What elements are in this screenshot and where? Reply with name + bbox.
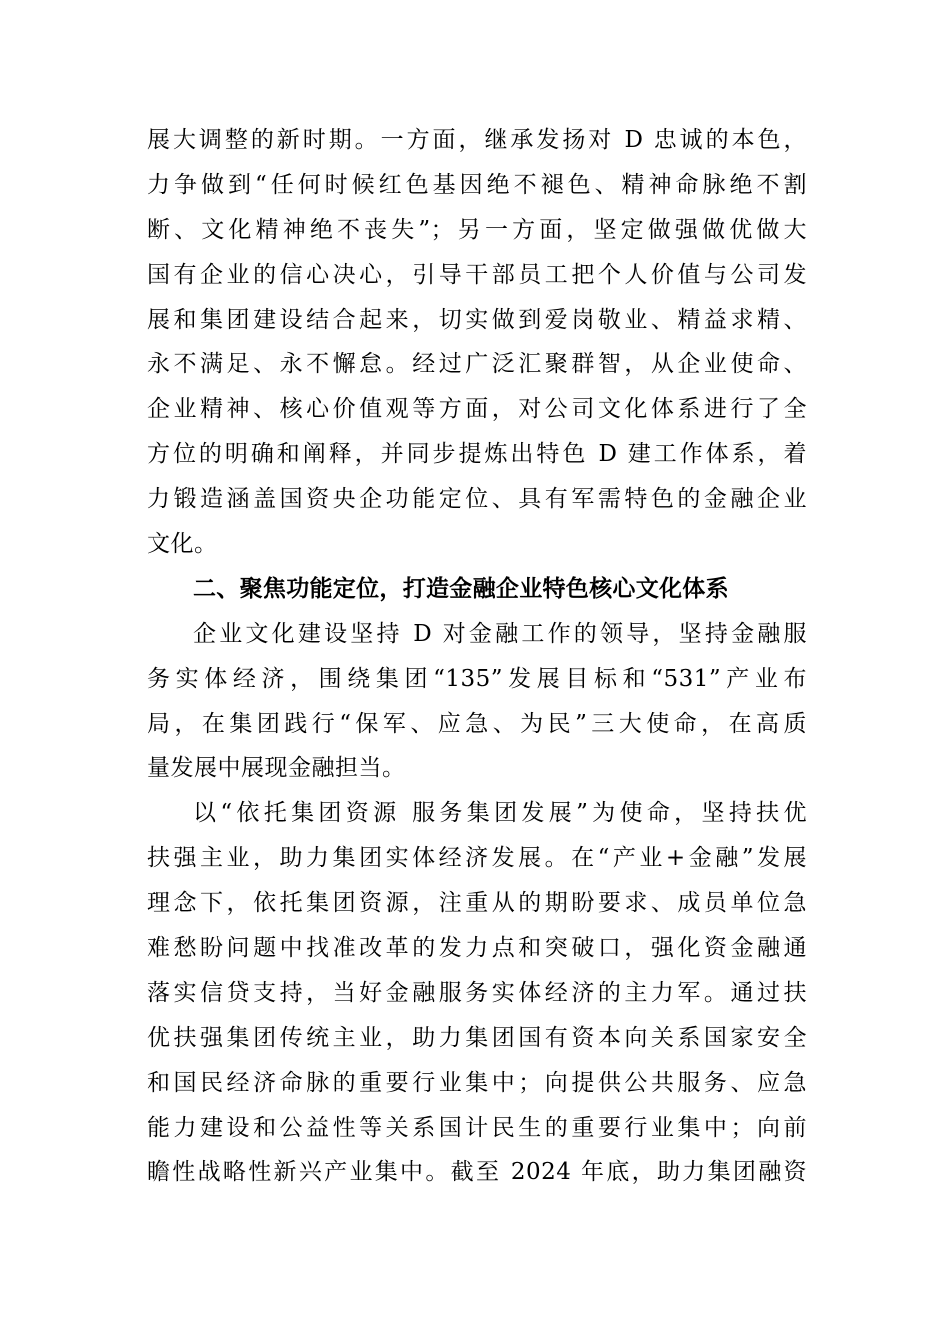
text-line: 以“依托集团资源 服务集团发展”为使命，坚持扶优 [193, 800, 807, 827]
text-line: 量发展中展现金融担当。 [147, 755, 406, 782]
text-line: 扶强主业，助力集团实体经济发展。在“产业+金融”发展 [147, 845, 807, 872]
text-line: 务实体经济，围绕集团“135”发展目标和“531”产业布 [147, 665, 807, 692]
text-line: 力争做到“任何时候红色基因绝不褪色、精神命脉绝不割 [147, 171, 807, 198]
text-line: 能力建设和公益性等关系国计民生的重要行业集中；向前 [147, 1114, 807, 1141]
text-line: 展大调整的新时期。一方面，继承发扬对 D 忠诚的本色， [147, 127, 807, 153]
text-line: 和国民经济命脉的重要行业集中；向提供公共服务、应急 [147, 1069, 807, 1096]
text-line: 局，在集团践行“保军、应急、为民”三大使命，在高质 [147, 710, 807, 737]
text-line: 文化。 [147, 531, 218, 558]
text-line: 国有企业的信心决心，引导干部员工把个人价值与公司发 [147, 261, 807, 288]
text-line: 展和集团建设结合起来，切实做到爱岗敬业、精益求精、 [147, 306, 807, 333]
text-line: 力锻造涵盖国资央企功能定位、具有军需特色的金融企业 [147, 486, 807, 513]
paragraph-service [147, 791, 807, 1195]
text-line: 方位的明确和阐释，并同步提炼出特色 D 建工作体系，着 [147, 441, 807, 468]
text-line: 永不满足、永不懈怠。经过广泛汇聚群智，从企业使命、 [147, 351, 807, 378]
text-line: 落实信贷支持，当好金融服务实体经济的主力军。通过扶 [147, 979, 807, 1006]
paragraph-mission [147, 612, 807, 792]
document-body [147, 118, 807, 1195]
text-line: 瞻性战略性新兴产业集中。截至 2024 年底，助力集团融资 [147, 1159, 807, 1186]
text-line: 企业文化建设坚持 D 对金融工作的领导，坚持金融服 [193, 620, 807, 647]
text-line: 断、文化精神绝不丧失”；另一方面，坚定做强做优做大 [147, 216, 807, 243]
text-line: 理念下，依托集团资源，注重从的期盼要求、成员单位急 [147, 890, 807, 917]
text-line: 企业精神、核心价值观等方面，对公司文化体系进行了全 [147, 396, 807, 423]
paragraph-continued [147, 118, 807, 567]
text-line: 优扶强集团传统主业，助力集团国有资本向关系国家安全 [147, 1024, 807, 1051]
section-heading: 二、聚焦功能定位，打造金融企业特色核心文化体系 [193, 575, 729, 602]
text-line: 难愁盼问题中找准改革的发力点和突破口，强化资金融通 [147, 935, 807, 962]
